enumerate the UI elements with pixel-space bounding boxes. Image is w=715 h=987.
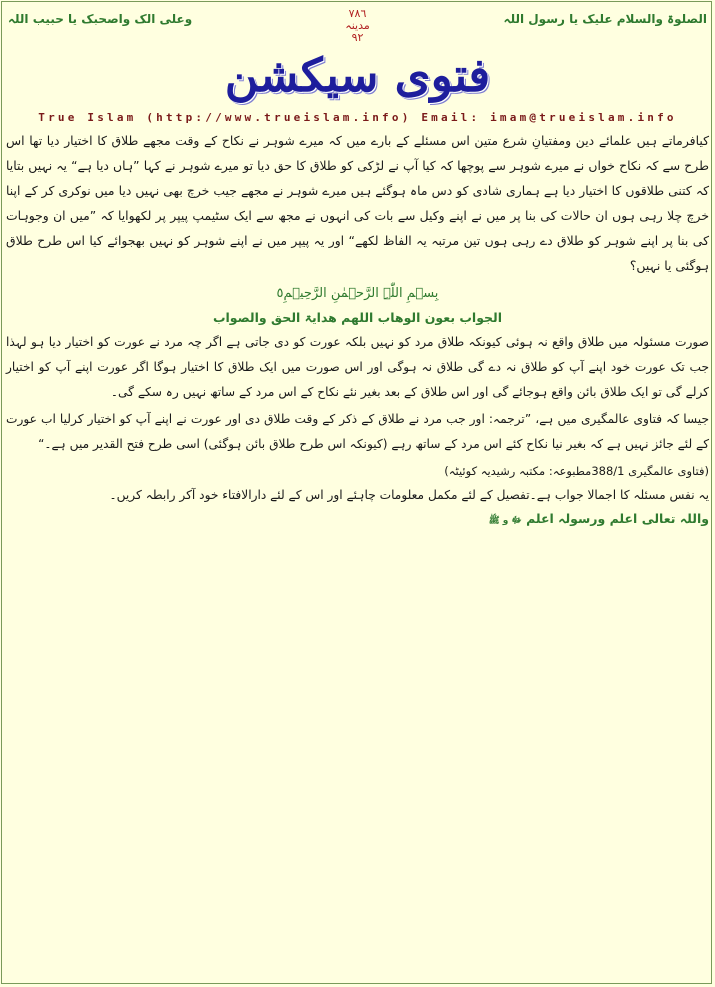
bismillah: بِسۡمِ اللّٰہِ الرَّحۡمٰنِ الرَّحِیۡمِ٥ (276, 286, 439, 301)
salutation-right: الصلوۃ والسلام علیک یا رسول اللہ (503, 12, 707, 26)
question-paragraph: کیافرماتے ہیں علمائے دین ومفتیانِ شرع متین اس مسئلے کے بارے میں کہ میرے شوہر نے نکاح کے وقت مجھے طلاق کا اختیار دیا تھا اس طرح سے کہ نکاح خواں نے میرے شوہر سے پوچھا کہ کیا آپ نے لڑکی کو طلاق کا حق دیا تو میرے شوہر نے کہا ”ہاں دیا ہے“ یہ نہیں بتایا کہ کتنی طلاقوں کا اختیار دیا ہے ہماری شادی کو دس ماہ ہوگئے ہیں میرے شوہر نے مجھے جیب خرچ بھی نہیں دیا میں نوکری کر کے اپنا خرچ چلا رہی ہوں ان حالات کی بنا پر میں نے اپنے وکیل سے بات کی انہوں نے مجھ سے ایک سٹیمپ پیپر پر لکھوایا کہ ”میں ان وجوہات کی بنا پر اپنے شوہر کو طلاق دے رہی ہوں تین مرتبہ یہ الفاظ لکھے“ اور یہ پیپر میں نے اپنے شوہر کو نہیں بھجوائے کیا اس طرح طلاق ہوگئی یا نہیں؟ (6, 133, 709, 273)
answer-paragraph-1: صورت مسئولہ میں طلاق واقع نہ ہوئی کیونکہ طلاق مرد کو نہیں بلکہ عورت کو دی جاتی ہے اگر چہ مرد نے عورت کو اختیار دیا ہو لہذا جب تک عورت خود اپنے آپ کو طلاق نہ دے گی طلاق نہ ہوگی اور اس صورت میں ایک طلاق کا اختیار ہوگا اگر عورت اپنے آپ کو اختیار کرلے گی تو ایک طلاق بائن واقع ہوجائے گی اور اس طلاق کے بعد بغیر نئے نکاح کے اس مرد کے ساتھ نہیں رہ سکے گی۔ (6, 335, 709, 399)
salutation-left: وعلی الک واصحبک یا حبیب اللہ (8, 12, 193, 26)
wallahu-text: واللہ تعالی اعلم ورسولہ اعلم (526, 511, 709, 526)
closing-note: یہ نفس مسئلہ کا اجمالا جواب ہے۔تفصیل کے لئے مکمل معلومات چاہئے اور اس کے لئے دارالافتاء خود آکر رابطہ کریں۔ (109, 488, 709, 502)
header-row (0, 6, 715, 42)
answer-text (6, 330, 709, 457)
citation: (فتاوی عالمگیری 388/1مطبوعہ: مکتبہ رشیدیہ کوئیٹہ) (444, 464, 709, 478)
answer-heading: الجواب بعون الوھاب اللھم ھدایۃ الحق والصواب (212, 310, 503, 325)
ref-number-2: ٩٢ (351, 31, 364, 44)
closing-formula (6, 507, 709, 533)
contact-line: True Islam (http://www.trueislam.info) Email: imam@trueislam.info (38, 111, 677, 124)
page-title: فتوی سیکشن (224, 48, 491, 102)
ref-word: مدینہ (345, 19, 370, 32)
honorific-glyph: ﷻ و ﷺ (488, 516, 522, 526)
question-text (6, 128, 709, 278)
fatwa-content (6, 128, 709, 533)
ref-number: ٧٨٦ (348, 7, 367, 20)
answer-paragraph-2: جیسا کہ فتاوی عالمگیری میں ہے، ”ترجمہ: اور جب مرد نے طلاق کے ذکر کے وقت طلاق دی اور عورت نے اپنے آپ کو اختیار کرلیا اب عورت کے لئے جائز نہیں ہے کہ بغیر نیا نکاح کئے اس مرد کے ساتھ رہے (کیونکہ اس طرح طلاق بائن ہوگئی) اسی طرح فتح القدیر میں ہے۔“ (6, 412, 709, 451)
